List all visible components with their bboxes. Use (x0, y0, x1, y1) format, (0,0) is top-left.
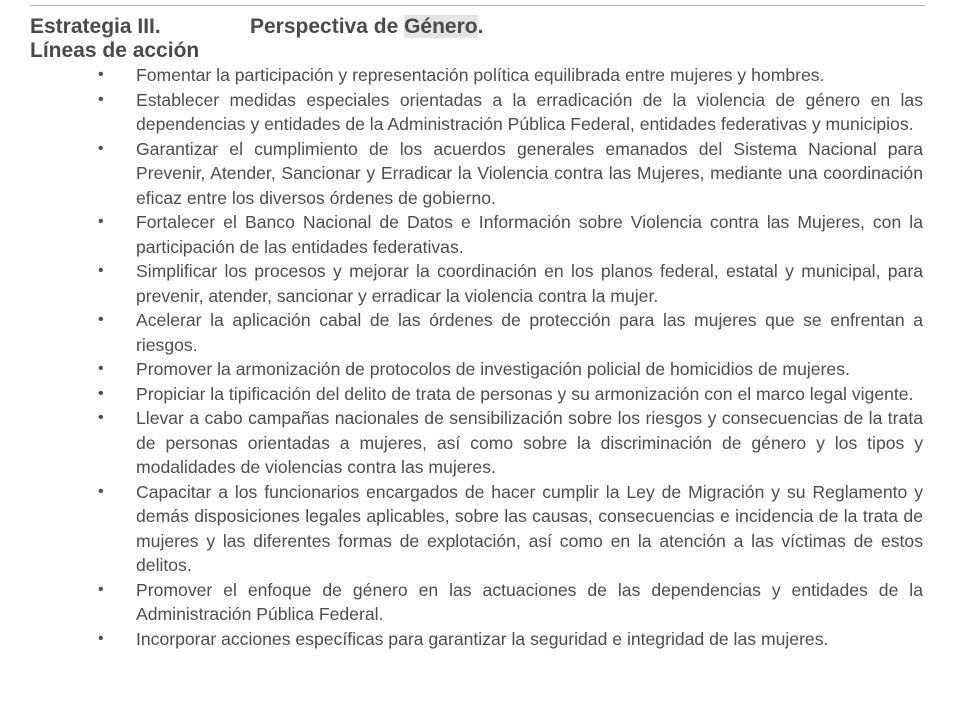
action-item (98, 578, 923, 627)
action-item (98, 210, 923, 259)
action-text: Acelerar la aplicación cabal de las órdenes de protección para las mujeres que se enfrentan a riesgos. (136, 310, 923, 355)
bullet-icon: • (98, 66, 104, 83)
action-text: Incorporar acciones específicas para garantizar la seguridad e integridad de las mujeres. (136, 628, 829, 649)
action-item (98, 259, 923, 308)
bullet-icon: • (98, 213, 104, 230)
action-item (98, 137, 923, 211)
action-text: Garantizar el cumplimiento de los acuerdos generales emanados del Sistema Nacional para Prevenir, Atender, Sancionar y Erradicar la Violencia contra las Mujeres, mediante una coordinación eficaz entre los diversos órdenes de gobierno. (136, 138, 923, 208)
strategy-label: Estrategia III. (30, 15, 161, 38)
action-list (98, 63, 923, 651)
action-text: Fortalecer el Banco Nacional de Datos e Información sobre Violencia contra las Mujeres, con la participación de las entidades federativas. (136, 212, 923, 257)
top-divider (30, 5, 925, 6)
bullet-icon: • (98, 482, 104, 500)
strategy-heading (30, 15, 483, 39)
action-text: Establecer medidas especiales orientadas a la erradicación de la violencia de género en las dependencias y entidades de la Administración Pública Federal, entidades federativas y municipios. (136, 89, 923, 134)
bullet-icon: • (98, 360, 104, 377)
action-item (98, 382, 923, 407)
perspective-suffix: . (477, 15, 484, 38)
perspective-prefix: Perspectiva de (250, 15, 405, 38)
bullet-icon: • (98, 409, 104, 426)
action-item (98, 357, 923, 382)
bullet-icon: • (98, 139, 104, 157)
action-item (98, 88, 923, 137)
action-text: Fomentar la participación y representación política equilibrada entre mujeres y hombres. (136, 65, 825, 85)
perspective-highlight: Género (404, 15, 478, 38)
action-text: Promover el enfoque de género en las actuaciones de las dependencias y entidades de la Administración Pública Federal. (136, 579, 923, 624)
action-text: Propiciar la tipificación del delito de trata de personas y su armonización con el marco legal vigente. (136, 383, 914, 404)
action-item (98, 308, 923, 357)
bullet-icon: • (98, 629, 104, 647)
bullet-icon: • (98, 384, 104, 402)
actions-title: Líneas de acción (30, 39, 200, 62)
action-text: Llevar a cabo campañas nacionales de sensibilización sobre los riesgos y consecuencias de la trata de personas orientadas a mujeres, así como sobre la discriminación de género y los tipos y modalidades de violencias contra las mujeres. (136, 408, 923, 477)
action-item (98, 63, 923, 88)
bullet-icon: • (98, 311, 104, 328)
bullet-icon: • (98, 580, 104, 598)
bullet-icon: • (98, 262, 104, 279)
action-item (98, 406, 923, 480)
action-text: Simplificar los procesos y mejorar la coordinación en los planos federal, estatal y municipal, para prevenir, atender, sancionar y erradicar la violencia contra la mujer. (136, 261, 923, 306)
action-item (98, 480, 923, 578)
action-text: Capacitar a los funcionarios encargados de hacer cumplir la Ley de Migración y su Reglamento y demás disposiciones legales aplicables, sobre las causas, consecuencias e incidencia de la trata de mujeres y las diferentes formas de explotación, así como en la atención a las víctimas de estos delitos. (136, 481, 923, 575)
bullet-icon: • (98, 90, 104, 108)
action-item (98, 627, 923, 652)
action-text: Promover la armonización de protocolos de investigación policial de homicidios de mujeres. (136, 359, 850, 379)
